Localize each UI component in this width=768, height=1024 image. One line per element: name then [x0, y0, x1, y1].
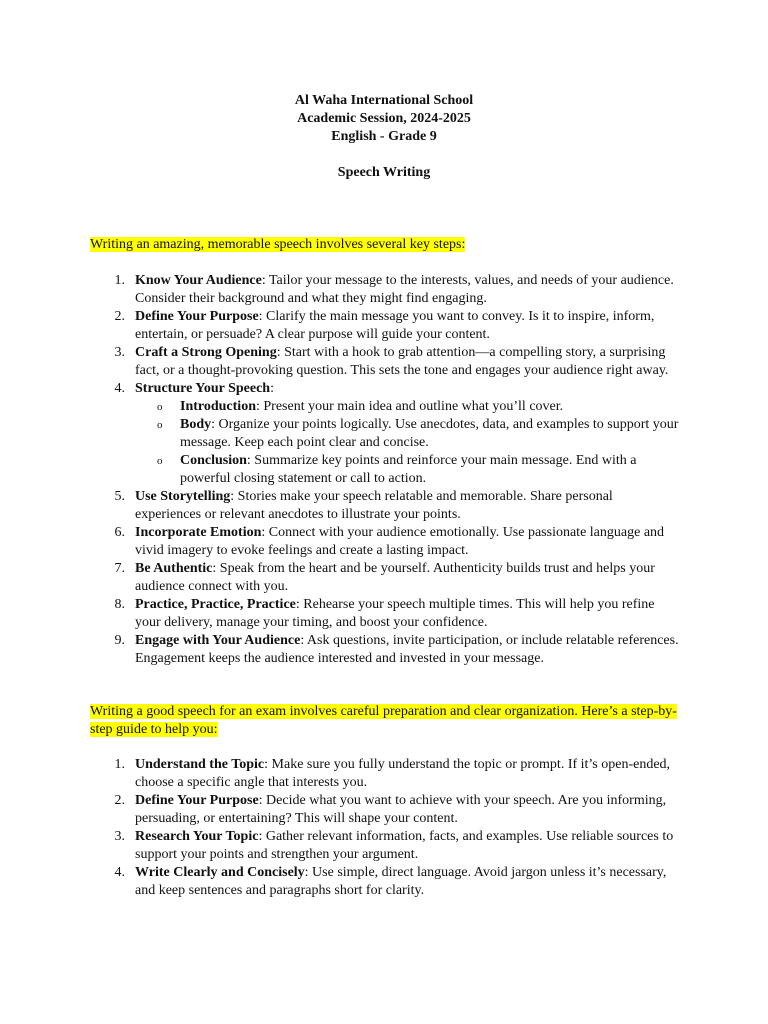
item-number: 7. — [114, 561, 125, 576]
list-item — [90, 272, 680, 308]
sub-item-text: : Organize your points logically. Use anecdotes, data, and examples to support your message. Keep each point clear and concise. — [180, 417, 679, 450]
item-text: : Start with a hook to grab attention—a compelling story, a surprising fact, or a thought-provoking question. This sets the tone and engages your audience right away. — [135, 345, 669, 378]
section2-list — [90, 756, 680, 900]
item-text: : Decide what you want to achieve with your speech. Are you informing, persuading, or entertaining? This will shape your content. — [135, 793, 667, 826]
item-number: 5. — [114, 489, 125, 504]
item-text: : Use simple, direct language. Avoid jargon unless it’s necessary, and keep sentences and paragraphs short for clarity. — [135, 865, 667, 898]
list-item — [90, 488, 680, 524]
course-name: English - Grade 9 — [331, 129, 437, 144]
sub-list-item — [135, 398, 680, 416]
item-number: 8. — [114, 597, 125, 612]
sub-item-term: Body — [180, 417, 212, 432]
academic-session: Academic Session, 2024-2025 — [297, 111, 471, 126]
item-term: Research Your Topic — [135, 829, 259, 844]
item-term: Practice, Practice, Practice — [135, 597, 296, 612]
list-item — [90, 344, 680, 380]
list-item — [90, 756, 680, 792]
bullet-icon: o — [157, 455, 163, 467]
item-term: Define Your Purpose — [135, 309, 259, 324]
sub-list-item — [135, 416, 680, 452]
item-term: Engage with Your Audience — [135, 633, 301, 648]
item-text: : Rehearse your speech multiple times. This will help you refine your delivery, manage your timing, and boost your confidence. — [135, 597, 655, 630]
item-text: : Connect with your audience emotionally. Use passionate language and vivid imagery to evoke feelings and create a lasting impact. — [135, 525, 665, 558]
sub-item-text: : Present your main idea and outline what you’ll cover. — [255, 399, 564, 414]
section2-intro-text: Writing a good speech for an exam involves careful preparation and clear organization. Here’s a step-by-step guide to help you: — [90, 704, 677, 737]
bullet-icon: o — [157, 419, 163, 431]
item-text: : Stories make your speech relatable and memorable. Share personal experiences or relevant anecdotes to illustrate your points. — [135, 489, 613, 522]
section1-intro — [90, 236, 690, 254]
list-item — [90, 828, 680, 864]
section1-intro-text: Writing an amazing, memorable speech involves several key steps: — [90, 237, 466, 252]
list-item — [90, 596, 680, 632]
item-text: : Gather relevant information, facts, and examples. Use reliable sources to support your points and strengthen your argument. — [135, 829, 674, 862]
sub-item-term: Introduction — [180, 399, 256, 414]
bullet-icon: o — [157, 401, 163, 413]
item-term: Write Clearly and Concisely — [135, 865, 305, 880]
item-term: Define Your Purpose — [135, 793, 259, 808]
item-number: 2. — [114, 309, 125, 324]
document-header — [0, 92, 768, 146]
item-term: Structure Your Speech — [135, 381, 271, 396]
section2-intro — [90, 703, 680, 739]
sub-list — [135, 398, 680, 488]
item-number: 9. — [114, 633, 125, 648]
item-text: : Tailor your message to the interests, values, and needs of your audience. Consider their background and what they might find engaging. — [135, 273, 674, 306]
item-number: 6. — [114, 525, 125, 540]
page-title: Speech Writing — [337, 165, 431, 180]
item-term: Know Your Audience — [135, 273, 262, 288]
item-text: : Clarify the main message you want to convey. Is it to inspire, inform, entertain, or persuade? A clear purpose will guide your content. — [135, 309, 655, 342]
item-text: : — [270, 381, 274, 396]
list-item — [90, 864, 680, 900]
item-term: Craft a Strong Opening — [135, 345, 277, 360]
item-number: 4. — [114, 381, 125, 396]
item-term: Use Storytelling — [135, 489, 231, 504]
item-number: 2. — [114, 793, 125, 808]
item-number: 1. — [114, 273, 125, 288]
item-number: 3. — [114, 829, 125, 844]
list-item — [90, 308, 680, 344]
sub-item-term: Conclusion — [180, 453, 247, 468]
school-name: Al Waha International School — [294, 93, 474, 108]
item-text: : Ask questions, invite participation, or include relatable references. Engagement keeps the audience interested and invested in your message. — [135, 633, 679, 666]
list-item — [90, 632, 680, 668]
sub-item-text: : Summarize key points and reinforce your main message. End with a powerful closing statement or call to action. — [180, 453, 637, 486]
list-item — [90, 560, 680, 596]
list-item — [90, 524, 680, 560]
section1-list — [90, 272, 680, 668]
item-text: : Make sure you fully understand the topic or prompt. If it’s open-ended, choose a specific angle that interests you. — [135, 757, 671, 790]
sub-list-item — [135, 452, 680, 488]
item-number: 3. — [114, 345, 125, 360]
list-item — [90, 380, 680, 488]
list-item — [90, 792, 680, 828]
item-term: Understand the Topic — [135, 757, 265, 772]
item-text: : Speak from the heart and be yourself. Authenticity builds trust and helps your audience connect with you. — [135, 561, 655, 594]
item-number: 4. — [114, 865, 125, 880]
item-number: 1. — [114, 757, 125, 772]
item-term: Be Authentic — [135, 561, 213, 576]
item-term: Incorporate Emotion — [135, 525, 262, 540]
